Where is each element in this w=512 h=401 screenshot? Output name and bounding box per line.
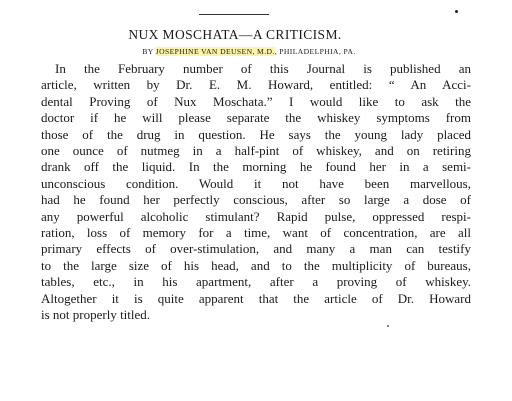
body-line: to the large size of his head, and to the multiplicity of bureaus,: [41, 257, 471, 273]
body-line: primary effects of over-stimulation, and many a man can testify: [41, 241, 471, 257]
body-line: drank off the liquid. In the morning he found her in a semi-: [41, 159, 471, 175]
body-line: unconscious condition. Would it not have been marvellous,: [41, 175, 471, 191]
byline-author-highlighted: JOSEPHINE VAN DEUSEN, M.D.: [155, 47, 275, 56]
page-speck: [387, 325, 389, 327]
byline-location: , PHILADELPHIA, PA.: [274, 47, 356, 56]
article-title: NUX MOSCHATA—A CRITICISM.: [128, 27, 342, 42]
body-line: dental Proving of Nux Moschata.” I would like to ask the: [41, 93, 471, 109]
body-line: doctor if he will please separate the whiskey symptoms from: [41, 110, 471, 126]
body-line: any powerful alcoholic stimulant? Rapid pulse, oppressed respi-: [41, 208, 471, 224]
body-line: article, written by Dr. E. M. Howard, entitled: “ An Acci-: [41, 77, 471, 93]
body-line: those of the drug in question. He says the young lady placed: [41, 126, 471, 142]
body-line: ration, loss of memory for a time, want of concentration, are all: [41, 225, 471, 241]
article-body: [41, 61, 471, 324]
body-line: tables, etc., in his apartment, after a proving of whiskey.: [41, 274, 471, 290]
body-line: had he found her perfectly conscious, after so large a dose of: [41, 192, 471, 208]
body-line: Altogether it is quite apparent that the article of Dr. Howard: [41, 290, 471, 306]
body-line: In the February number of this Journal is published an: [55, 61, 471, 76]
body-line: one ounce of nutmeg in a half-pint of whiskey, and on retiring: [41, 143, 471, 159]
article-byline: [0, 47, 498, 56]
body-line: is not properly titled.: [41, 307, 151, 323]
header-rule: [199, 14, 269, 15]
page-speck: [455, 10, 458, 13]
byline-prefix: BY: [142, 47, 156, 56]
